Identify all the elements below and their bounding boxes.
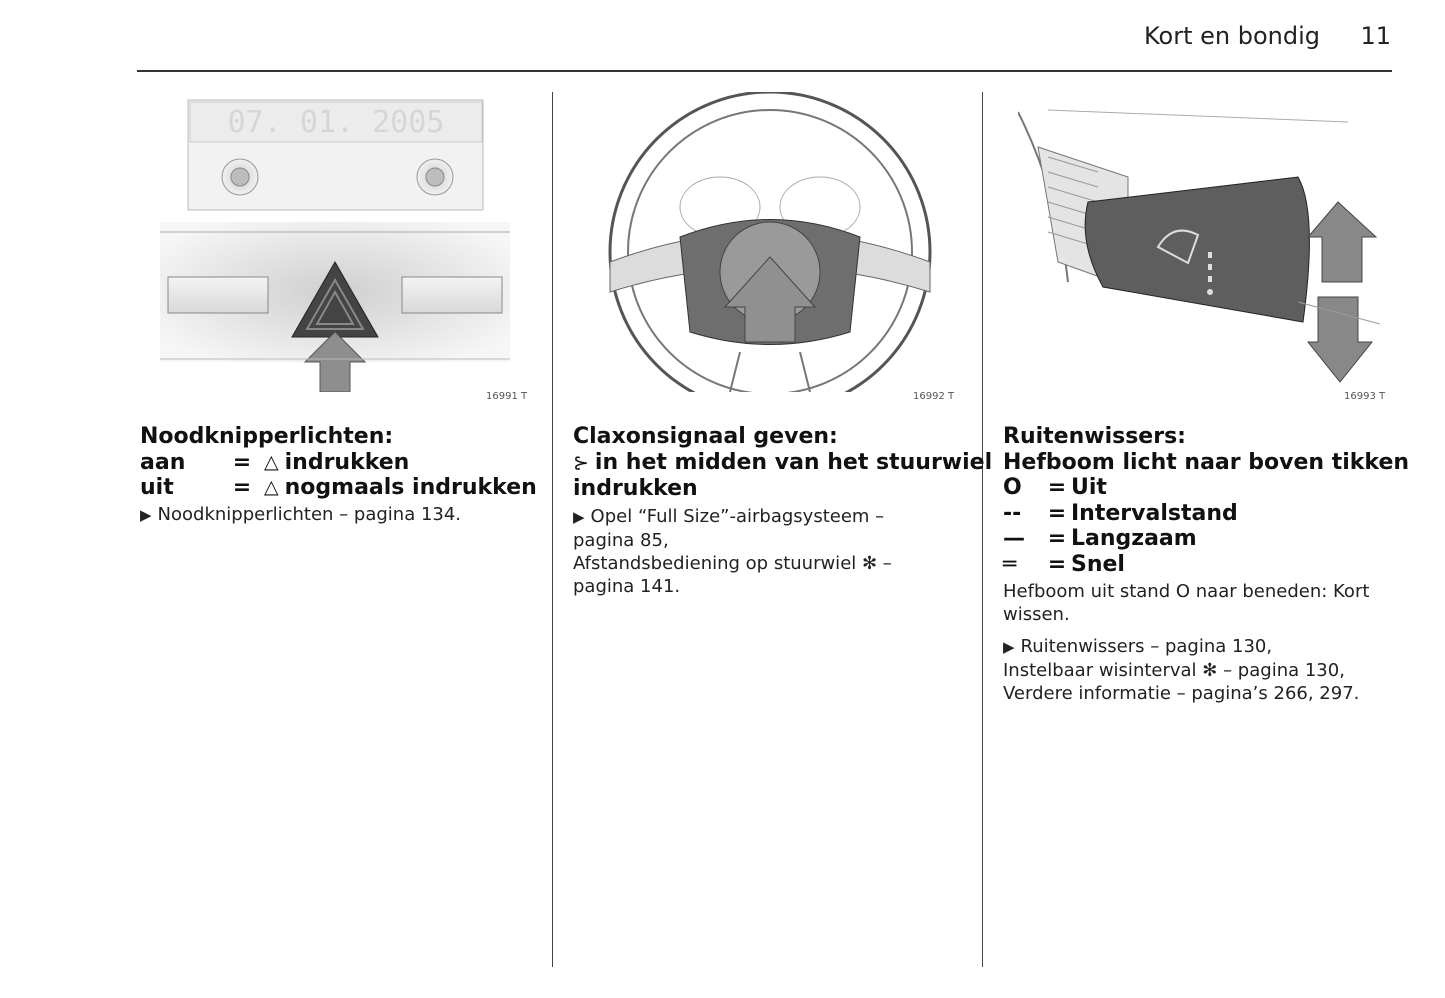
horn-instruction bbox=[573, 449, 993, 477]
hazard-row-on bbox=[140, 450, 540, 476]
hazard-button-icon bbox=[160, 92, 510, 392]
wiper-section bbox=[1003, 424, 1410, 705]
reference-block bbox=[573, 505, 968, 598]
section-title: Kort en bondig bbox=[1143, 22, 1320, 50]
row-equals: = bbox=[1047, 475, 1067, 500]
reference-text: pagina 85, bbox=[573, 529, 669, 551]
row-text: nogmaals indrukken bbox=[284, 475, 537, 500]
row-text: Langzaam bbox=[1071, 526, 1197, 551]
figure-code: 16993 T bbox=[1344, 391, 1386, 402]
note-text: wissen. bbox=[1003, 604, 1070, 625]
row-equals: = bbox=[1047, 526, 1067, 551]
wiper-stalk-icon bbox=[1018, 92, 1380, 392]
wiper-row bbox=[1003, 552, 1403, 578]
off-symbol-icon: O bbox=[1003, 475, 1022, 500]
hazard-switch-figure bbox=[160, 92, 510, 392]
fast-symbol-icon: ═ bbox=[1003, 551, 1017, 577]
reference-text: pagina 141. bbox=[573, 575, 681, 597]
reference-line bbox=[573, 505, 968, 529]
page-header bbox=[0, 0, 1445, 80]
row-key: aan bbox=[140, 449, 186, 475]
display-readout: 07. 01. 2005 bbox=[227, 105, 445, 140]
page-number: 11 bbox=[1360, 22, 1391, 50]
horn-instruction-text: in het midden van het stuurwiel bbox=[594, 449, 993, 475]
hazard-row-off bbox=[140, 475, 540, 501]
hazard-triangle-icon: △ bbox=[264, 476, 279, 498]
wiper-row bbox=[1003, 475, 1403, 501]
slow-symbol-icon: — bbox=[1003, 526, 1025, 551]
reference-block bbox=[1003, 635, 1403, 705]
row-equals: = bbox=[232, 475, 252, 500]
row-text: Intervalstand bbox=[1071, 500, 1238, 526]
reference-text: Ruitenwissers – pagina 130, bbox=[1020, 636, 1273, 657]
row-equals: = bbox=[1047, 551, 1067, 577]
wiper-row bbox=[1003, 501, 1403, 527]
header-rule bbox=[137, 70, 1392, 72]
wiper-note bbox=[1003, 580, 1403, 626]
reference-line bbox=[1003, 635, 1403, 659]
hazard-heading: Noodknipperlichten: bbox=[140, 424, 394, 449]
play-arrow-icon: ▶ bbox=[573, 507, 585, 526]
wiper-stalk-figure bbox=[1018, 92, 1380, 392]
column-divider bbox=[552, 92, 553, 967]
row-text: indrukken bbox=[284, 449, 410, 475]
hazard-section bbox=[140, 424, 540, 527]
reference-text: Verdere informatie – pagina’s 266, 297. bbox=[1003, 683, 1360, 704]
interval-symbol-icon: -- bbox=[1003, 500, 1022, 526]
row-equals: = bbox=[232, 449, 252, 475]
reference-text: Noodknipperlichten – pagina 134. bbox=[157, 503, 462, 525]
horn-heading: Claxonsignaal geven: bbox=[573, 424, 838, 449]
play-arrow-icon: ▶ bbox=[140, 505, 152, 524]
reference-line bbox=[140, 503, 540, 527]
horn-section bbox=[573, 424, 993, 598]
row-key: uit bbox=[140, 475, 174, 500]
wiper-heading: Ruitenwissers: bbox=[1003, 424, 1186, 449]
figure-code: 16992 T bbox=[913, 391, 955, 402]
reference-text: Afstandsbediening op stuurwiel ✻ – bbox=[573, 552, 892, 574]
column-divider bbox=[982, 92, 983, 967]
play-arrow-icon: ▶ bbox=[1003, 638, 1015, 656]
wiper-row bbox=[1003, 526, 1403, 552]
reference-text: Instelbaar wisinterval ✻ – pagina 130, bbox=[1003, 660, 1345, 681]
horn-instruction-cont: indrukken bbox=[573, 476, 698, 501]
figure-code: 16991 T bbox=[486, 391, 528, 402]
row-text: Uit bbox=[1071, 475, 1107, 500]
horn-icon: ⊱ bbox=[573, 451, 589, 474]
row-text: Snel bbox=[1071, 551, 1125, 577]
row-equals: = bbox=[1047, 500, 1067, 526]
hazard-triangle-icon: △ bbox=[264, 450, 279, 473]
steering-wheel-figure bbox=[590, 92, 950, 392]
reference-text: Opel “Full Size”-airbagsysteem – bbox=[590, 505, 885, 527]
wiper-instruction: Hefboom licht naar boven tikken bbox=[1003, 449, 1410, 475]
steering-wheel-horn-icon bbox=[590, 92, 950, 392]
note-text: Hefboom uit stand O naar beneden: Kort bbox=[1003, 581, 1370, 602]
